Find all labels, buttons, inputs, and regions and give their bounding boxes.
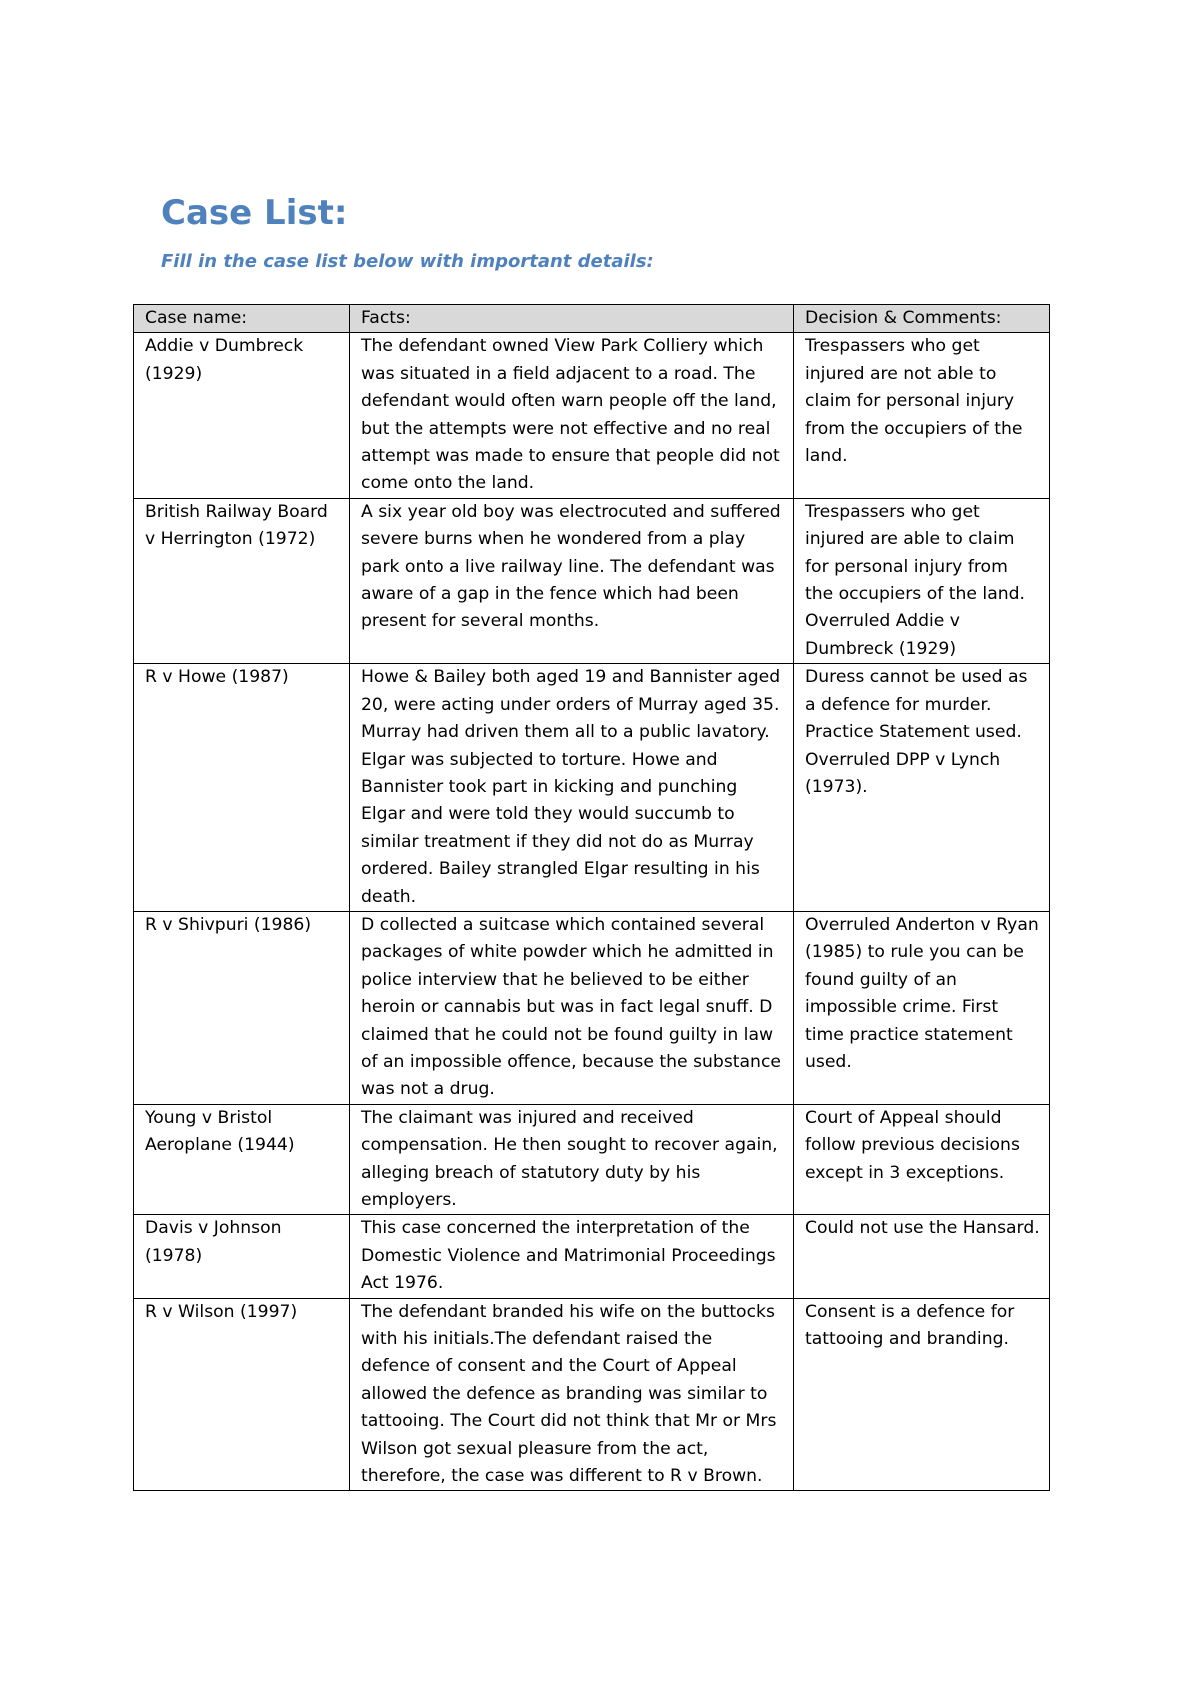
cell-case-name: R v Howe (1987) [134,664,350,912]
page-title: Case List: [161,193,348,233]
cell-decision: Trespassers who get injured are not able to claim for personal injury from the occupiers of the land. [794,333,1050,498]
cell-decision: Court of Appeal should follow previous decisions except in 3 exceptions. [794,1104,1050,1215]
table-row [134,1215,1050,1298]
cell-case-name: Addie v Dumbreck (1929) [134,333,350,498]
cell-case-name: British Railway Board v Herrington (1972) [134,498,350,663]
header-case-name: Case name: [134,305,350,333]
cell-facts: D collected a suitcase which contained several packages of white powder which he admitted in police interview that he believed to be either heroin or cannabis but was in fact legal snuff. D claimed that he could not be found guilty in law of an impossible offence, because the substance was not a drug. [350,911,794,1104]
table-row [134,498,1050,663]
cell-facts: The defendant branded his wife on the buttocks with his initials.The defendant raised the defence of consent and the Court of Appeal allowed the defence as branding was similar to tattooing. The Court did not think that Mr or Mrs Wilson got sexual pleasure from the act, therefore, the case was different to R v Brown. [350,1298,794,1491]
page-subtitle: Fill in the case list below with important details: [161,251,654,272]
cell-decision: Trespassers who get injured are able to claim for personal injury from the occupiers of the land. Overruled Addie v Dumbreck (1929) [794,498,1050,663]
table-header-row [134,305,1050,333]
table-row [134,333,1050,498]
table-row [134,1298,1050,1491]
cell-case-name: Davis v Johnson (1978) [134,1215,350,1298]
header-decision: Decision & Comments: [794,305,1050,333]
table-row [134,1104,1050,1215]
cell-facts: The claimant was injured and received compensation. He then sought to recover again, alleging breach of statutory duty by his employers. [350,1104,794,1215]
header-facts: Facts: [350,305,794,333]
cell-facts: The defendant owned View Park Colliery which was situated in a field adjacent to a road. The defendant would often warn people off the land, but the attempts were not effective and no real attempt was made to ensure that people did not come onto the land. [350,333,794,498]
cell-case-name: R v Wilson (1997) [134,1298,350,1491]
cell-case-name: Young v Bristol Aeroplane (1944) [134,1104,350,1215]
cell-decision: Consent is a defence for tattooing and branding. [794,1298,1050,1491]
table-row [134,911,1050,1104]
table-row [134,664,1050,912]
cell-decision: Could not use the Hansard. [794,1215,1050,1298]
cell-facts: A six year old boy was electrocuted and suffered severe burns when he wondered from a play park onto a live railway line. The defendant was aware of a gap in the fence which had been present for several months. [350,498,794,663]
cell-facts: Howe & Bailey both aged 19 and Bannister aged 20, were acting under orders of Murray aged 35. Murray had driven them all to a public lavatory. Elgar was subjected to torture. Howe and Bannister took part in kicking and punching Elgar and were told they would succumb to similar treatment if they did not do as Murray ordered. Bailey strangled Elgar resulting in his death. [350,664,794,912]
cell-decision: Duress cannot be used as a defence for murder. Practice Statement used. Overruled DPP v Lynch (1973). [794,664,1050,912]
cell-case-name: R v Shivpuri (1986) [134,911,350,1104]
cell-facts: This case concerned the interpretation of the Domestic Violence and Matrimonial Proceedings Act 1976. [350,1215,794,1298]
cell-decision: Overruled Anderton v Ryan (1985) to rule you can be found guilty of an impossible crime. First time practice statement used. [794,911,1050,1104]
case-list-table [133,304,1050,1491]
